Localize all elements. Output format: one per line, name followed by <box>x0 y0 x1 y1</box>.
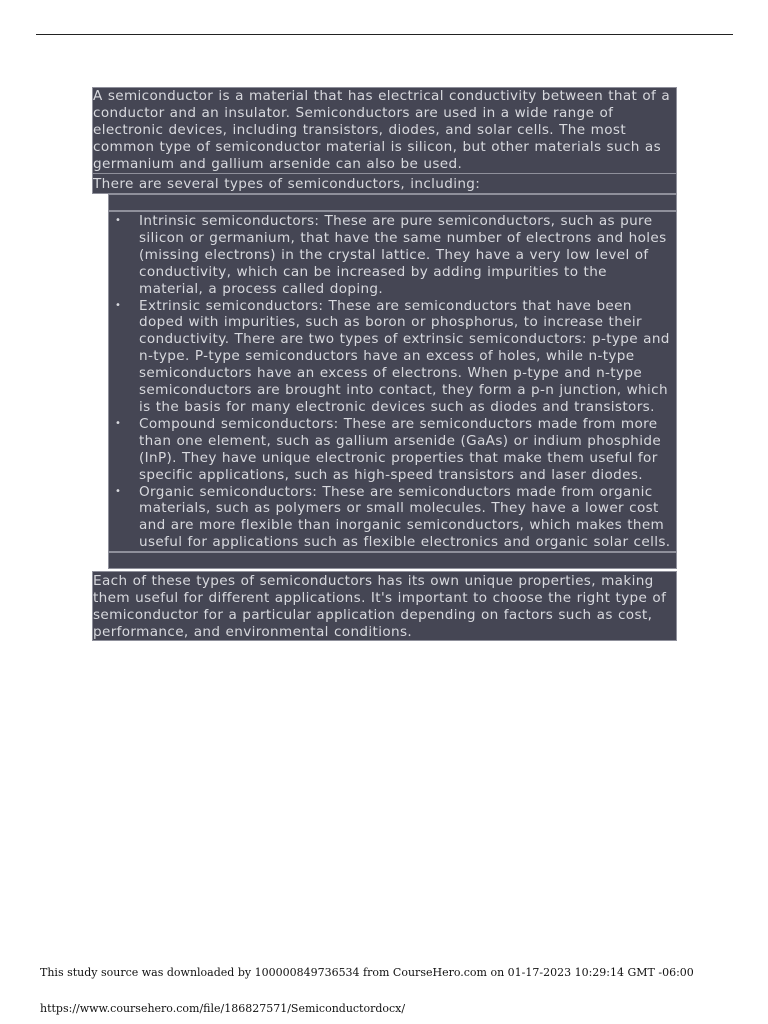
list-top-spacer <box>108 194 677 211</box>
list-item-text: Organic semiconductors: These are semiconductors made from organic materials, such as polymers or small molecules. They have a lower cost and are more flexible than inorganic semiconductors, which makes them useful for applications such as flexible electronics and organic solar cells. <box>139 483 671 551</box>
download-notice: This study source was downloaded by 100000849736534 from CourseHero.com on 01-17-2023 10:29:14 GMT -06:00 <box>40 966 694 979</box>
bullet-icon: • <box>115 215 122 226</box>
source-url-link[interactable]: https://www.coursehero.com/file/186827571/Semiconductordocx/ <box>40 1002 406 1015</box>
list-item <box>109 298 676 416</box>
list-bottom-spacer <box>108 552 677 569</box>
list-item <box>109 484 676 552</box>
bullet-icon: • <box>115 485 122 497</box>
list-item-text: Extrinsic semiconductors: These are semiconductors that have been doped with impurities, such as boron or phosphorus, to increase their conductivity. There are two types of extrinsic semiconductors: p-type and n-type. P-type semiconductors have an excess of holes, while n-type semiconductors have an excess of electrons. When p-type and n-type semiconductors are brought into contact, they form a p-n junction, which is the basis for many electronic devices such as diodes and transistors. <box>139 297 670 415</box>
types-intro-paragraph: There are several types of semiconductors, including: <box>92 173 677 194</box>
types-list-container <box>108 194 677 569</box>
intro-paragraph: A semiconductor is a material that has electrical conductivity between that of a conductor and an insulator. Semiconductors are used in a wide range of electronic devices, including transistors, diodes, and solar cells. The most common type of semiconductor material is silicon, but other materials such as germanium and gallium arsenide can also be used. <box>92 87 677 174</box>
list-item <box>109 213 676 298</box>
page-top-rule <box>36 34 733 35</box>
closing-paragraph: Each of these types of semiconductors has its own unique properties, making them useful for different applications. It's important to choose the right type of semiconductor for a particular application depending on factors such as cost, performance, and environmental conditions. <box>92 571 677 641</box>
bullet-icon: • <box>115 417 122 429</box>
bullet-icon: • <box>115 299 122 311</box>
semiconductor-types-list <box>108 211 677 552</box>
list-item-text: Compound semiconductors: These are semiconductors made from more than one element, such as gallium arsenide (GaAs) or indium phosphide (InP). They have unique electronic properties that make them useful for specific applications, such as high-speed transistors and laser diodes. <box>139 415 662 483</box>
list-item-text: Intrinsic semiconductors: These are pure semiconductors, such as pure silicon or germanium, that have the same number of electrons and holes (missing electrons) in the crystal lattice. They have a very low level of conductivity, which can be increased by adding impurities to the material, a process called doping. <box>139 213 667 297</box>
list-item <box>109 416 676 484</box>
document-body <box>92 87 677 641</box>
